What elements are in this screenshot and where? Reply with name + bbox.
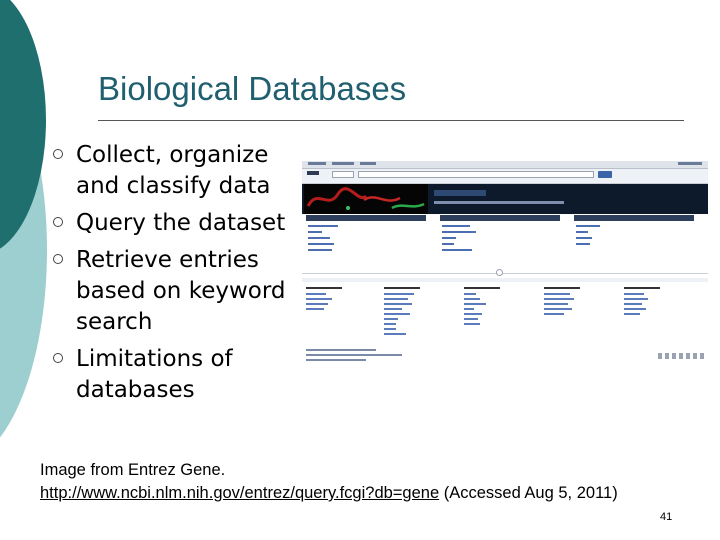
bullet-text: Retrieve entries based on keyword search — [76, 247, 286, 335]
bullet-item — [48, 245, 298, 338]
bullet-list — [48, 140, 298, 412]
screenshot-divider — [302, 273, 708, 274]
screenshot-link — [464, 318, 478, 320]
slide-title: Biological Databases — [98, 70, 407, 107]
screenshot-link-header — [544, 287, 580, 289]
screenshot-link — [544, 293, 570, 295]
screenshot-dna-image — [304, 184, 428, 214]
screenshot-footer — [306, 349, 406, 363]
screenshot-column-header — [440, 215, 560, 221]
screenshot-link — [384, 318, 398, 320]
accessed-date: (Accessed Aug 5, 2011) — [439, 484, 618, 502]
chromosome-shape — [364, 197, 400, 200]
title-underline — [98, 120, 684, 121]
screenshot-link — [464, 323, 480, 325]
screenshot-link — [576, 243, 590, 245]
screenshot-logo — [307, 171, 319, 175]
bullet-text: Query the dataset — [76, 210, 286, 236]
screenshot-link — [576, 225, 600, 227]
screenshot-link — [624, 308, 646, 310]
hollow-circle-icon — [53, 149, 63, 159]
screenshot-link — [442, 231, 476, 233]
entrez-gene-screenshot — [302, 161, 708, 366]
screenshot-link — [544, 298, 574, 300]
screenshot-link — [442, 225, 470, 227]
screenshot-footer-line — [306, 349, 376, 351]
screenshot-link — [384, 298, 408, 300]
screenshot-link-header — [624, 287, 660, 289]
screenshot-link — [308, 243, 334, 245]
screenshot-search-input — [358, 171, 594, 178]
screenshot-link — [308, 231, 322, 233]
screenshot-link-group — [544, 287, 614, 347]
screenshot-secondary-bar — [302, 278, 708, 282]
hollow-circle-icon — [53, 217, 63, 227]
screenshot-top-bar — [302, 161, 708, 169]
screenshot-link — [544, 303, 568, 305]
bullet-item — [48, 344, 298, 406]
bullet-item — [48, 208, 298, 239]
screenshot-footer-line — [306, 354, 402, 356]
screenshot-link — [384, 328, 396, 330]
screenshot-link — [308, 225, 338, 227]
page-number: 41 — [660, 511, 673, 523]
screenshot-link — [624, 313, 640, 315]
screenshot-link — [464, 303, 486, 305]
dna-graphic — [304, 184, 428, 214]
screenshot-link — [306, 298, 332, 300]
image-source-caption — [40, 459, 710, 505]
bullet-item — [48, 140, 298, 202]
screenshot-footer-line — [306, 359, 366, 361]
screenshot-nav-link — [332, 162, 354, 165]
screenshot-link — [306, 293, 326, 295]
screenshot-link — [544, 308, 572, 310]
screenshot-link — [384, 323, 396, 325]
screenshot-link — [384, 333, 406, 335]
screenshot-link — [624, 293, 644, 295]
screenshot-link — [544, 313, 564, 315]
screenshot-link-group — [306, 287, 376, 347]
screenshot-link — [442, 249, 472, 251]
screenshot-nav-link — [360, 162, 376, 165]
screenshot-link — [384, 313, 410, 315]
bullet-text: Collect, organize and classify data — [76, 142, 271, 199]
screenshot-footer-icons — [658, 353, 706, 359]
screenshot-link — [384, 308, 402, 310]
screenshot-link-header — [306, 287, 342, 289]
screenshot-link — [308, 249, 332, 251]
screenshot-link-group — [464, 287, 534, 347]
screenshot-column-header — [306, 215, 426, 221]
screenshot-welcome-heading — [434, 190, 486, 196]
screenshot-nav-link — [308, 162, 326, 165]
screenshot-link — [464, 308, 474, 310]
screenshot-divider-knob — [496, 269, 503, 276]
screenshot-link — [576, 231, 588, 233]
screenshot-column-header — [574, 215, 694, 221]
screenshot-columns — [302, 215, 708, 257]
screenshot-link-header — [384, 287, 420, 289]
screenshot-link — [624, 298, 648, 300]
screenshot-welcome-text — [434, 201, 564, 204]
screenshot-link — [442, 243, 454, 245]
screenshot-link — [442, 237, 456, 239]
screenshot-link — [464, 298, 480, 300]
screenshot-link — [464, 313, 482, 315]
screenshot-link-group — [624, 287, 694, 347]
chromosome-shape — [392, 204, 424, 208]
hollow-circle-icon — [53, 353, 63, 363]
screenshot-link — [306, 303, 328, 305]
caption-source-line — [40, 482, 710, 505]
screenshot-link-group — [384, 287, 454, 347]
source-link[interactable]: http://www.ncbi.nlm.nih.gov/entrez/query.fcgi?db=gene — [40, 484, 440, 502]
screenshot-link — [576, 237, 592, 239]
screenshot-link — [624, 303, 642, 305]
cell-dot — [346, 206, 350, 210]
screenshot-link — [306, 308, 324, 310]
screenshot-column — [438, 215, 562, 257]
screenshot-link — [464, 293, 476, 295]
screenshot-nav-link — [678, 162, 702, 165]
bullet-text: Limitations of databases — [76, 346, 233, 403]
screenshot-link — [384, 293, 414, 295]
screenshot-db-select — [332, 171, 354, 178]
screenshot-search-button — [598, 171, 612, 178]
screenshot-column — [572, 215, 696, 257]
hollow-circle-icon — [53, 254, 63, 264]
screenshot-link — [384, 303, 412, 305]
chromosome-shape — [308, 189, 366, 206]
screenshot-link-header — [464, 287, 500, 289]
screenshot-banner — [302, 184, 708, 214]
screenshot-link — [308, 237, 330, 239]
screenshot-column — [304, 215, 428, 257]
caption-line: Image from Entrez Gene. — [40, 461, 226, 479]
